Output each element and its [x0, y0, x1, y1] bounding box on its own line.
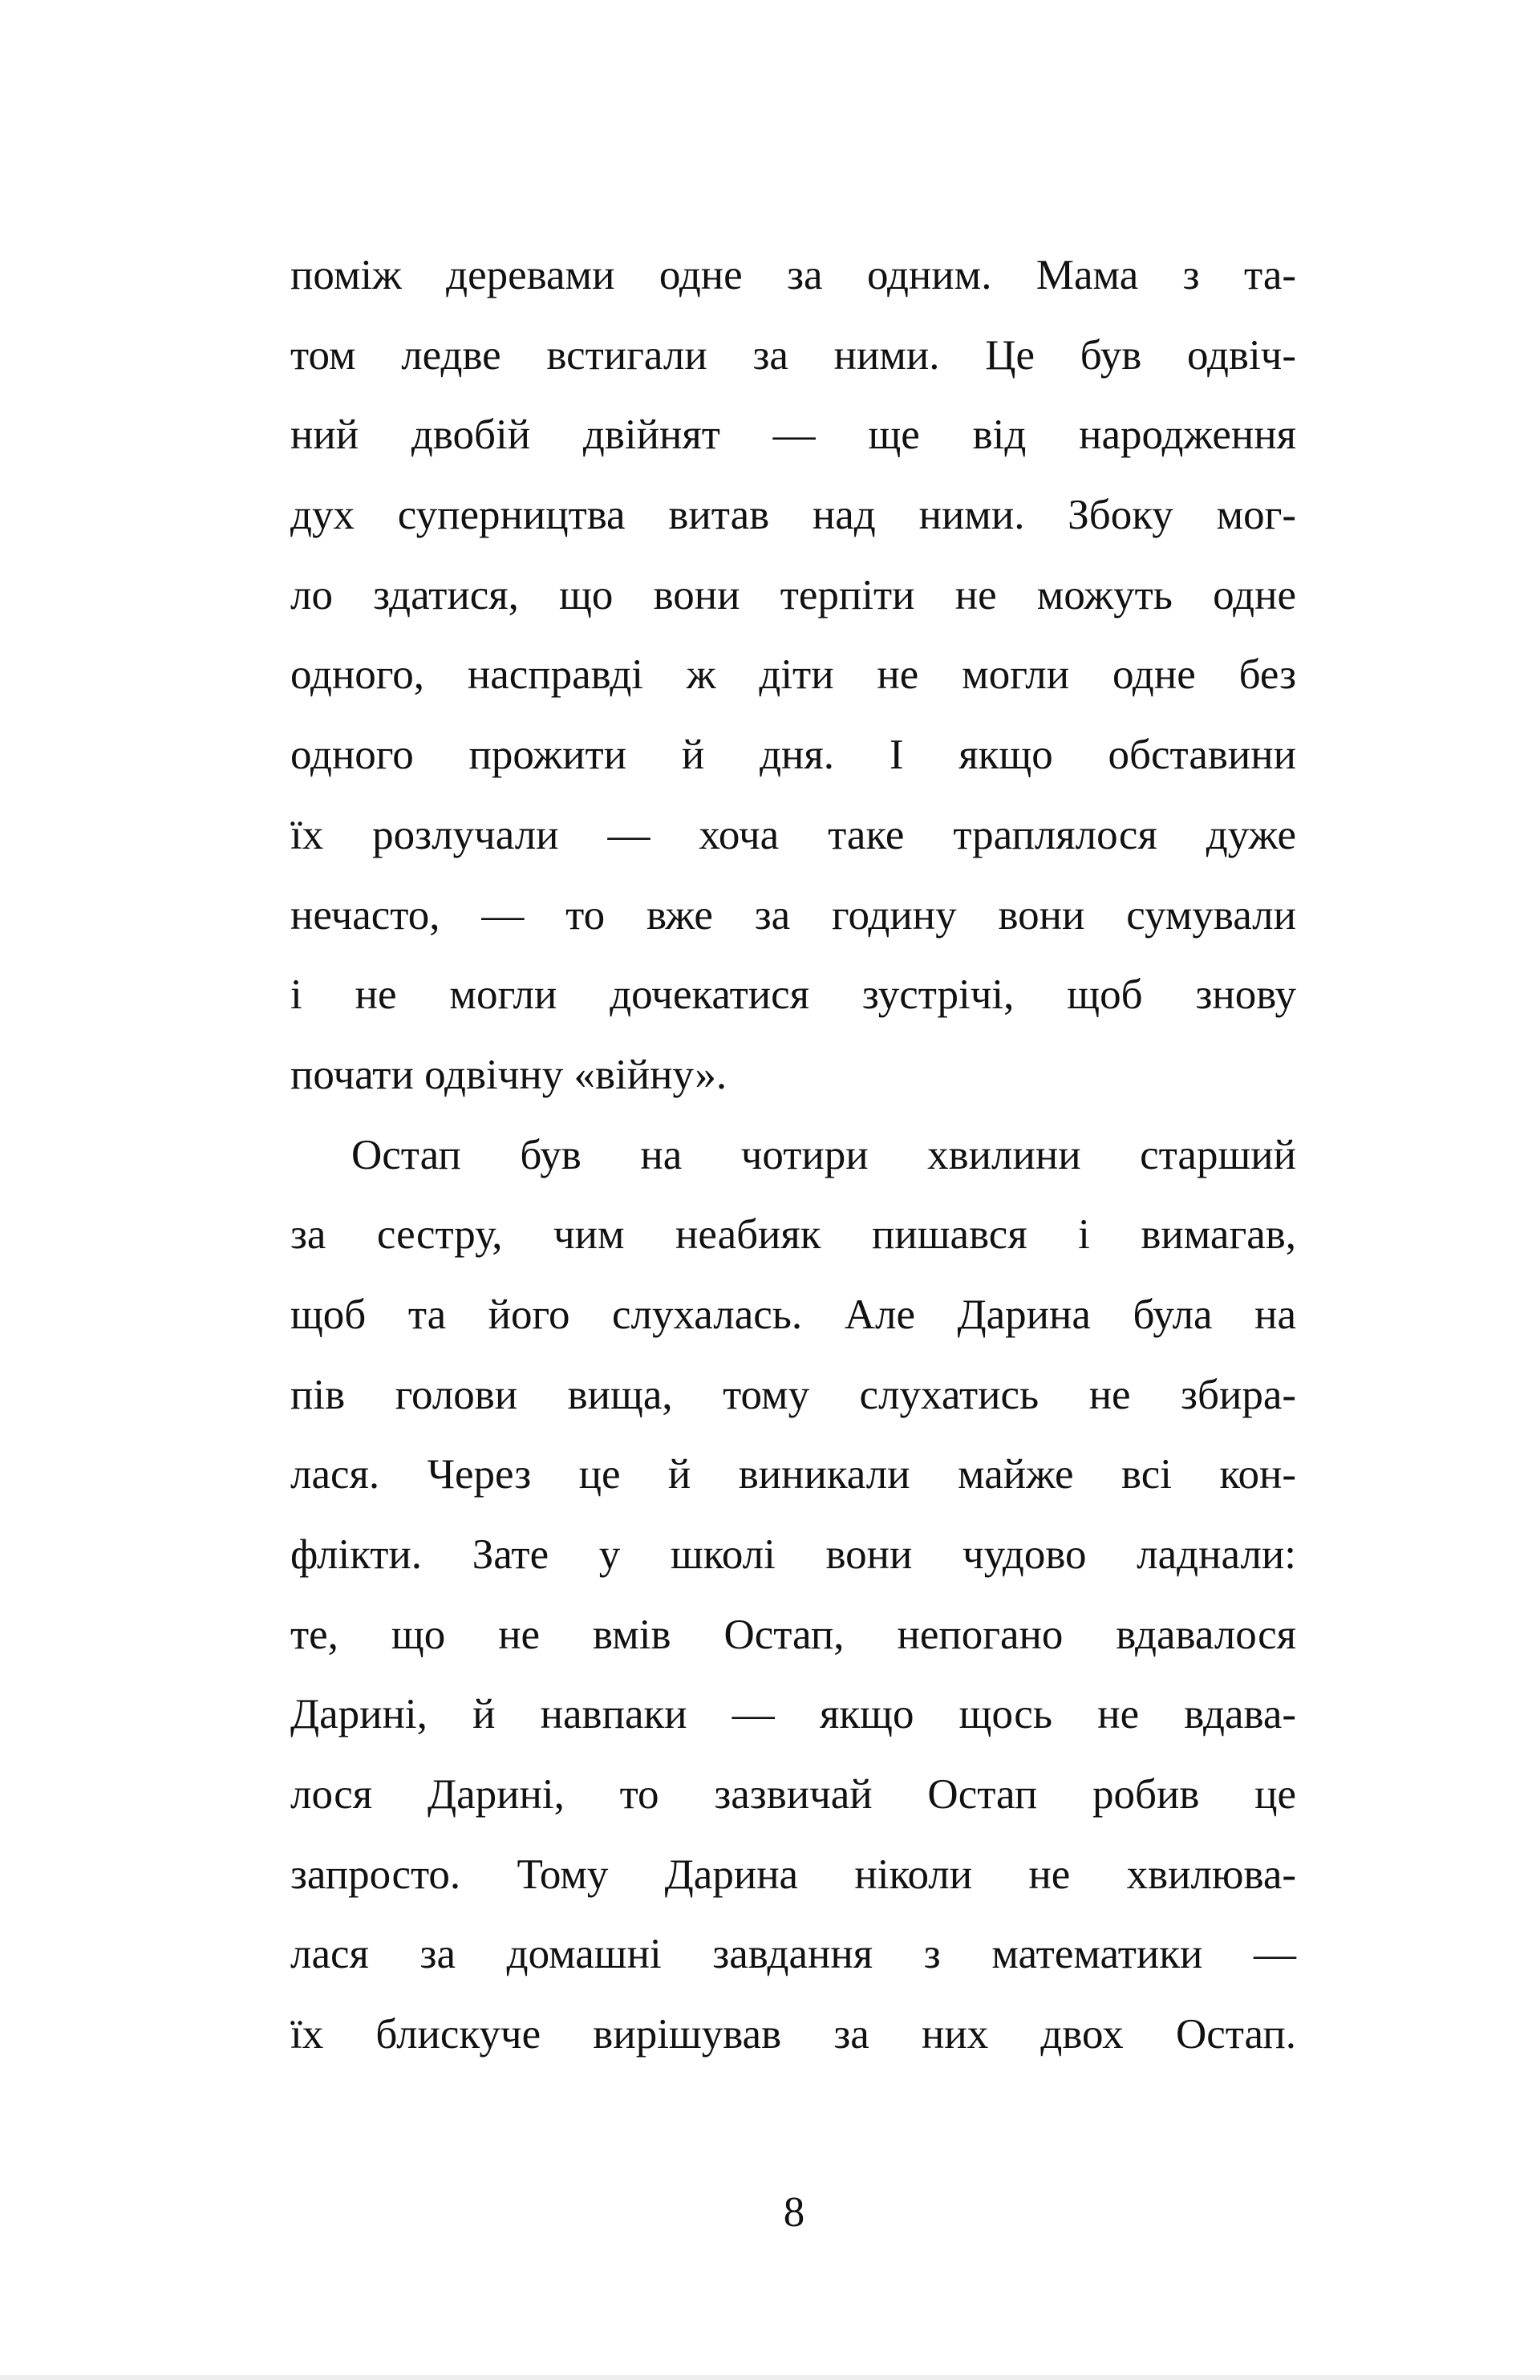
text-line: за сестру, чим неабияк пишався і вимагав, [290, 1211, 1296, 1259]
paragraph-2 [290, 1121, 1296, 2080]
text-line: щоб та його слухалась. Але Дарина була на [290, 1291, 1296, 1338]
text-line: лася за домашні завдання з математики — [290, 1931, 1296, 1978]
page-body-text [290, 241, 1296, 2080]
text-line: Остап був на чотири хвилини старший [351, 1131, 1296, 1178]
text-line: одного прожити й дня. І якщо обставини [290, 732, 1296, 779]
text-line: флікти. Зате у школі вони чудово ладнали: [290, 1531, 1296, 1578]
text-line: їх розлучали — хоча таке траплялося дуже [290, 811, 1296, 858]
text-line: і не могли дочекатися зустрічі, щоб знову [290, 971, 1296, 1019]
text-line: почати одвічну «війну». [290, 1051, 727, 1098]
text-line: дух суперництва витав над ними. Збоку мог- [290, 492, 1296, 539]
text-line: нечасто, — то вже за годину вони сумували [290, 891, 1296, 939]
text-line: пів голови вища, тому слухатись не збира- [290, 1371, 1296, 1418]
text-line: їх блискуче вирішував за них двох Остап. [290, 2011, 1296, 2058]
page-number: 8 [783, 2189, 805, 2236]
text-line: те, що не вмів Остап, непогано вдавалося [290, 1611, 1296, 1658]
text-line: ний двобій двійнят — ще від народження [290, 412, 1296, 459]
text-line: поміж деревами одне за одним. Мама з та- [290, 252, 1296, 298]
text-line: том ледве встигали за ними. Це був одвіч- [290, 331, 1296, 379]
paragraph-1 [290, 241, 1296, 1121]
page-bottom-edge [0, 2375, 1540, 2380]
text-line: лося Дарині, то зазвичай Остап робив це [290, 1771, 1296, 1818]
text-line: лася. Через це й виникали майже всі кон- [290, 1451, 1296, 1498]
text-line: запросто. Тому Дарина ніколи не хвилюва- [290, 1851, 1296, 1898]
text-line: Дарині, й навпаки — якщо щось не вдава- [290, 1691, 1296, 1738]
text-line: одного, насправді ж діти не могли одне без [290, 651, 1296, 699]
text-line: ло здатися, що вони терпіти не можуть одне [290, 571, 1296, 618]
